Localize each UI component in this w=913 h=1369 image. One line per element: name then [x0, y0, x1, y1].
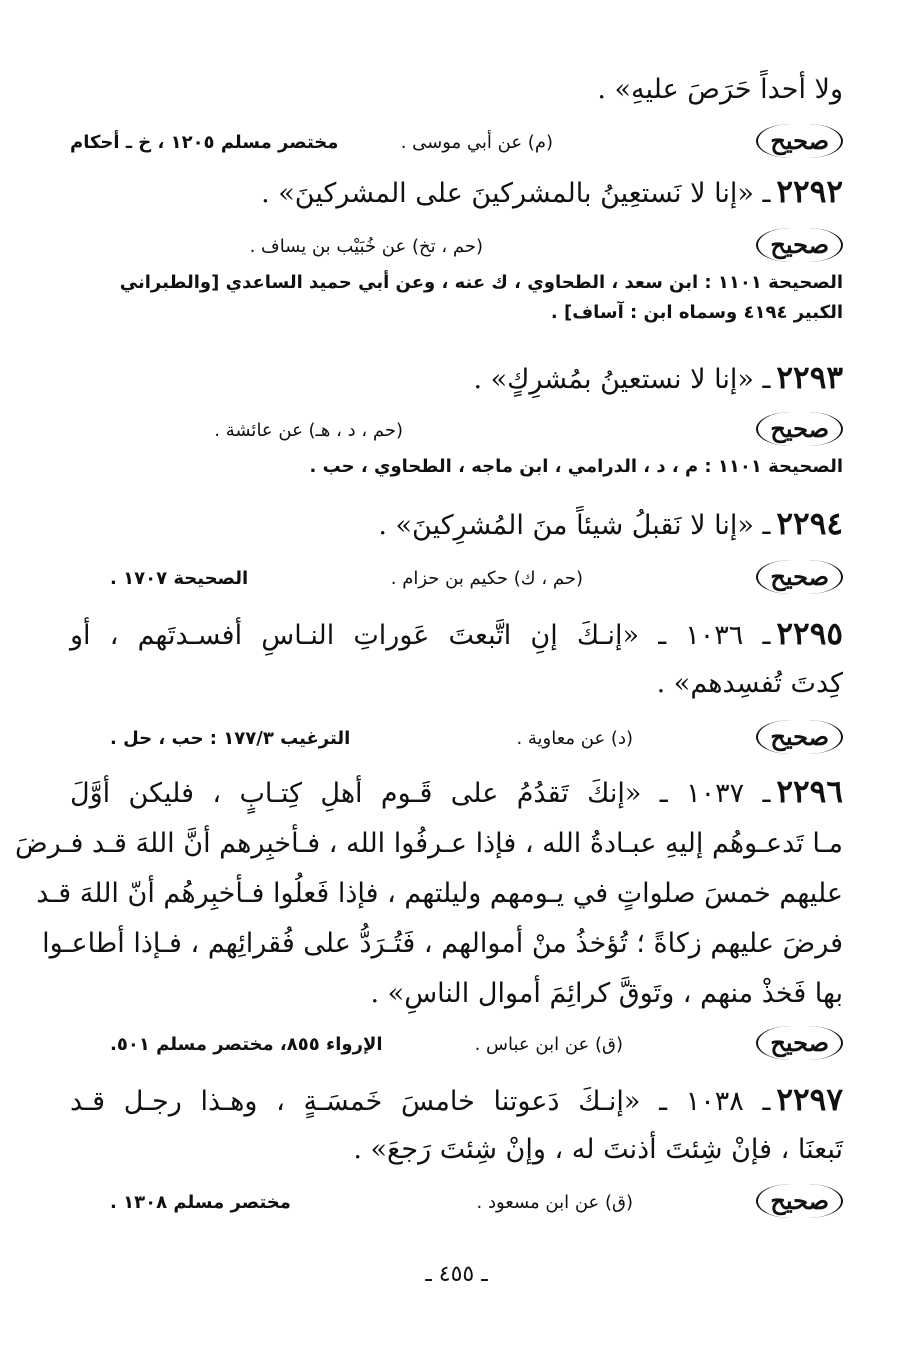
hadith-text-line: مـا تَدعـوهُم إليهِ عبـادةُ الله ، فإذا عـرفُوا الله ، فـأخبِرهم أنَّ اللهَ قـد فـرضَ — [15, 828, 843, 859]
page-number: ـ ٤٥٥ ـ — [425, 1262, 488, 1287]
hadith-text: ـ «إنا لا نَقبلُ شيئاً منَ المُشرِكينَ» . — [378, 510, 771, 541]
hadith-number: ٢٢٩٤ — [776, 506, 843, 542]
hadith-number: ٢٢٩٢ — [776, 174, 843, 210]
reference: مختصر مسلم ١٣٠٨ . — [110, 1192, 291, 1213]
grade-badge: صحيح — [756, 228, 843, 262]
grade-row — [70, 412, 843, 452]
hadith-number: ٢٢٩٣ — [776, 360, 843, 396]
reference: الإرواء ٨٥٥، مختصر مسلم ٥٠١. — [110, 1034, 383, 1055]
hadith-text-line: كِدتَ تُفسِدهم» . — [656, 668, 843, 699]
source-citation: (د) عن معاوية . — [516, 728, 633, 749]
grade-row — [70, 228, 843, 268]
note-line: الكبير ٤١٩٤ وسماه ابن : آساف] . — [550, 302, 843, 323]
source-citation: (م) عن أبي موسى . — [400, 132, 553, 153]
hadith-text-line: تَبعنَا ، فإنْ شِئتَ أذنتَ له ، وإنْ شِئتَ رَجعَ» . — [353, 1134, 843, 1165]
hadith-text: ـ ١٠٣٧ ـ «إنكَ تَقدُمُ على قَـوم أهلِ كِتـابٍ ، فليكن أوَّلَ — [70, 778, 771, 809]
grade-badge: صحيح — [756, 1026, 843, 1060]
grade-row — [70, 124, 843, 164]
continuation-line: ولا أحداً حَرَصَ عليهِ» . — [597, 74, 843, 105]
source-citation: (ق) عن ابن عباس . — [474, 1034, 623, 1055]
source-citation: (حم ، ك) حكيم بن حزام . — [390, 568, 583, 589]
grade-row — [70, 1026, 843, 1066]
hadith-text-line: بها فَخذْ منهم ، وتَوقَّ كرائِمَ أموال الناسِ» . — [370, 978, 843, 1009]
hadith-number: ٢٢٩٦ — [776, 774, 843, 810]
note-line: الصحيحة ١١٠١ : ابن سعد ، الطحاوي ، ك عنه ، وعن أبي حميد الساعدي [والطبراني — [119, 272, 843, 293]
source-citation: (حم ، د ، هـ) عن عائشة . — [214, 420, 403, 441]
grade-badge: صحيح — [756, 124, 843, 158]
hadith-2294 — [70, 506, 843, 542]
hadith-2297 — [70, 1082, 843, 1118]
hadith-2293 — [70, 360, 843, 396]
hadith-2296 — [70, 774, 843, 810]
hadith-text: ـ «إنا لا نستعينُ بمُشرِكٍ» . — [473, 364, 771, 395]
hadith-number: ٢٢٩٥ — [776, 616, 843, 652]
reference: مختصر مسلم ١٢٠٥ ، خ ـ أحكام — [70, 132, 339, 153]
grade-badge: صحيح — [756, 412, 843, 446]
reference: الترغيب ١٧٧/٣ : حب ، حل . — [110, 728, 351, 749]
source-citation: (حم ، تخ) عن خُبَيْب بن يساف . — [249, 236, 483, 257]
hadith-text: ـ «إنا لا نَستعِينُ بالمشركينَ على المشركينَ» . — [261, 178, 771, 209]
hadith-text-line: فرضَ عليهم زكاةً ؛ تُؤخذُ منْ أموالهم ، فَتُـرَدُّ على فُقرائِهم ، فـإذا أطاعـوا — [42, 928, 843, 959]
hadith-text: ـ ١٠٣٦ ـ «إنـكَ إنِ اتَّبعتَ عَوراتِ النـاسِ أفسـدتَهم ، أو — [70, 620, 771, 651]
hadith-text-line: عليهم خمسَ صلواتٍ في يـومهم وليلتهم ، فإذا فَعلُوا فـأخبِرهُم أنّ اللهَ قـد — [36, 878, 843, 909]
grade-badge: صحيح — [756, 720, 843, 754]
hadith-text: ـ ١٠٣٨ ـ «إنـكَ دَعوتنا خامسَ خَمسَـةٍ ، وهـذا رجـل قـد — [70, 1086, 771, 1117]
grade-badge: صحيح — [756, 560, 843, 594]
hadith-number: ٢٢٩٧ — [776, 1082, 843, 1118]
grade-row — [70, 1184, 843, 1224]
reference: الصحيحة ١٧٠٧ . — [110, 568, 249, 589]
note-line: الصحيحة ١١٠١ : م ، د ، الدرامي ، ابن ماجه ، الطحاوي ، حب . — [309, 456, 843, 477]
source-citation: (ق) عن ابن مسعود . — [476, 1192, 633, 1213]
grade-row — [70, 720, 843, 760]
hadith-2292 — [70, 174, 843, 210]
hadith-2295 — [70, 616, 843, 652]
grade-badge: صحيح — [756, 1184, 843, 1218]
grade-row — [70, 560, 843, 600]
